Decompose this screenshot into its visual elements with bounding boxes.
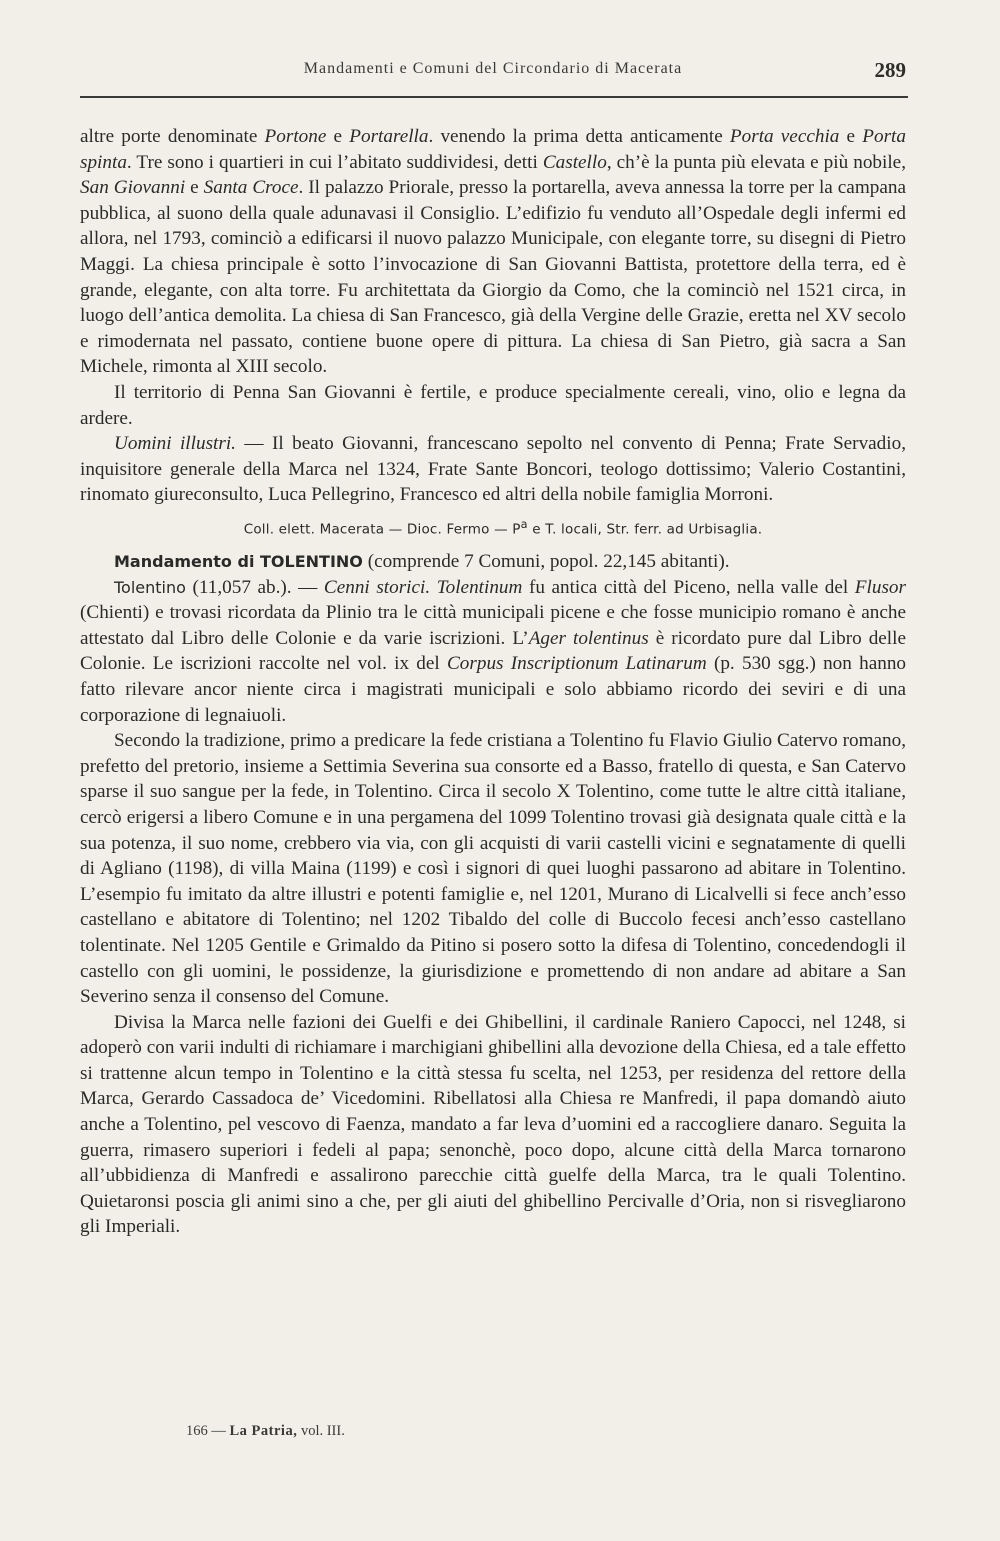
paragraph-territory: Il territorio di Penna San Giovanni è fertile, e produce specialmente cereali, vino, olio e legna da ardere. — [80, 381, 906, 429]
paragraph-guelfs-ghibellines: Divisa la Marca nelle fazioni dei Guelfi e dei Ghibellini, il cardinale Raniero Capocci, nel 1248, si adoperò con varii indulti di richiamare i marchigiani ghibellini alla devozione della Chiesa, ed a tale effetto si trattenne alcun tempo in Tolentino e la città stessa fu scelta, nel 1253, per residenza del rettore della Marca, Gerardo Cassadoca de’ Vicedomini. Ribellatosi alla Chiesa re Manfredi, il papa domandò aiuto anche a Tolentino, pel vescovo di Faenza, mandato a far leva d’uomini ed a raccogliere danaro. Seguita la guerra, rimasero superiori i fedeli al papa; senonchè, poco dopo, alcune città della Marca tornarono all’ubbidienza di Manfredi e assalirono parecchie città guelfe della Marca, tra le quali Tolentino. Quietaronsi poscia gli animi sino a che, per gli aiuti del ghibellino Percivalle d’Oria, non si risvegliarono gli Imperiali. — [80, 1011, 906, 1238]
paragraph-notable-people: Uomini illustri. — Il beato Giovanni, francescano sepolto nel convento di Penna; Frate Servadio, inquisitore generale della Marca nel 1324, Frate Sante Boncori, teologo dottissimo; Valerio Costantini, rinomato giureconsulto, Luca Pellegrino, Francesco ed altri della nobile famiglia Morroni. — [80, 433, 906, 506]
running-head — [80, 58, 906, 88]
header-rule — [80, 96, 908, 98]
paragraph-tolentino-history: Tolentino (11,057 ab.). — Cenni storici. Tolentinum fu antica città del Piceno, nella valle del Flusor (Chienti) e trovasi ricordata da Plinio tra le città municipali picene e che fosse municipio romano è anche attestato dal Libro delle Colonie e da varie iscrizioni. L’Ager tolentinus è ricordato pure dal Libro delle Colonie. Le iscrizioni raccolte nel vol. ix del Corpus Inscriptionum Latinarum (p. 530 sgg.) non hanno fatto rilevare ancor niente circa i magistrati municipali e solo abbiamo ricordo dei seviri e di una corporazione di legnaiuoli. — [80, 576, 907, 726]
signature-line: 166 — La Patria, vol. III. — [186, 1423, 345, 1439]
mandamento-heading: Mandamento di TOLENTINO (comprende 7 Comuni, popol. 22,145 abitanti). — [114, 551, 730, 572]
paragraph-penna-description: altre porte denominate Portone e Portarella. venendo la prima detta anticamente Porta vecchia e Porta spinta. Tre sono i quartieri in cui l’abitato suddividesi, detti Castello, ch’è la punta più elevata e più nobile, San Giovanni e Santa Croce. Il palazzo Priorale, presso la portarella, aveva annessa la torre per la campana pubblica, al suono della quale adunavasi il Consiglio. L’edifizio fu venduto all’Ospedale degli infermi ed allora, nel 1793, cominciò a edificarsi il nuovo palazzo Municipale, con elegante torre, su disegni di Pietro Maggi. La chiesa principale è sotto l’invocazione di San Giovanni Battista, protettore della terra, ed è grande, elegante, con alta torre. Fu architettata da Giorgio da Como, che la cominciò nel 1521 circa, in luogo dell’antica demolita. La chiesa di San Francesco, già della Vergine delle Grazie, eretta nel XV secolo e rimodernata nel passato, contiene buone opere di pittura. La chiesa di San Pietro, già sacra a San Michele, rimonta al XIII secolo. — [80, 126, 906, 378]
page-number: 289 — [874, 58, 906, 82]
paragraph-tradition: Secondo la tradizione, primo a predicare la fede cristiana a Tolentino fu Flavio Giulio Catervo romano, prefetto del pretorio, insieme a Settimia Severina sua consorte ed a Basso, fratello di questa, e San Catervo sparse il suo sangue per la fede, in Tolentino. Circa il secolo X Tolentino, come tutte le altre città italiane, cercò erigersi a libero Comune e in una pergamena del 1099 Tolentino trovasi già designata quale città e la sua potenza, il suo nome, crebbero via via, con gli acquisti di varii castelli vicini e segnatamente di quelli di Agliano (1198), di villa Maina (1199) e così i signori di quei luoghi passarono ad abitare in Tolentino. L’esempio fu imitato da altre illustri e potenti famiglie e, nel 1201, Murano di Licalvelli si fece anch’esso castellano e abitatore di Tolentino; nel 1202 Tibaldo del colle di Buccolo fecesi anch’esso castellano tolentinate. Nel 1205 Gentile e Grimaldo da Pitino si posero sotto la difesa di Tolentino, concedendogli il castello con gli uomini, le possidenze, la giurisdizione e promettendo di non andare ad abitare a San Severino senza il consenso del Comune. — [80, 730, 906, 1008]
running-title: Mandamenti e Comuni del Circondario di Macerata — [303, 60, 683, 77]
body-text — [80, 124, 906, 1240]
electoral-note: Coll. elett. Macerata — Dioc. Fermo — $P^a$ e T. locali, Str. ferr. ad Urbisaglia. — [243, 517, 763, 538]
